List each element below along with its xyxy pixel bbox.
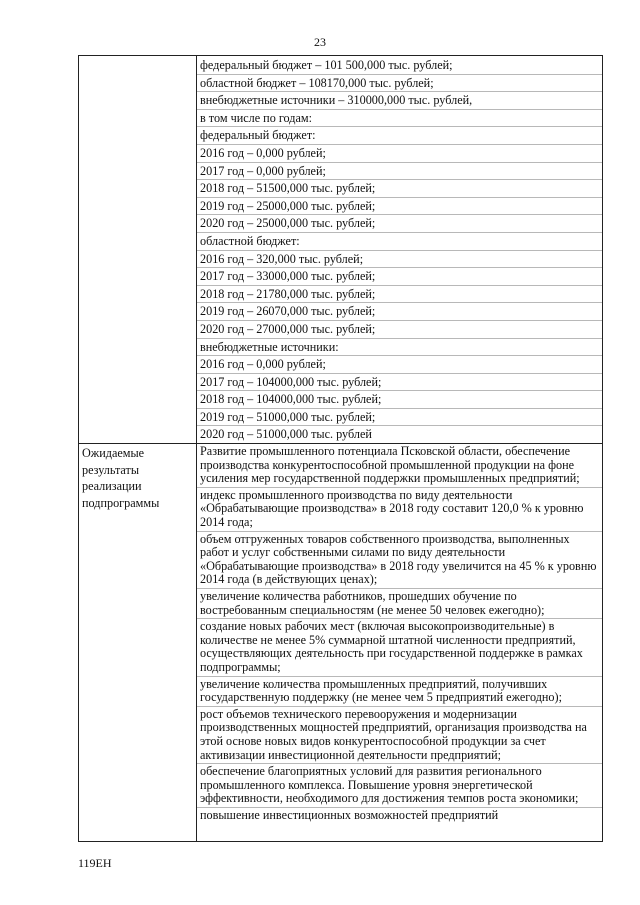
finance-line: федеральный бюджет – 101 500,000 тыс. рублей; <box>200 58 453 72</box>
finance-line: 2020 год – 27000,000 тыс. рублей; <box>197 320 602 338</box>
finance-line: 2018 год – 21780,000 тыс. рублей; <box>197 285 602 303</box>
finance-line: 2016 год – 0,000 рублей; <box>197 144 602 162</box>
finance-volume-cell <box>197 56 603 444</box>
finance-row <box>79 56 603 444</box>
results-cell <box>197 444 603 842</box>
finance-line: областной бюджет: <box>197 232 602 250</box>
finance-line: внебюджетные источники: <box>197 338 602 356</box>
results-item: повышение инвестиционных возможностей предприятий <box>197 807 602 824</box>
finance-line: областной бюджет – 108170,000 тыс. рублей; <box>197 74 602 92</box>
finance-line: 2016 год – 0,000 рублей; <box>197 355 602 373</box>
results-label: Ожидаемые результаты реализации подпрограммы <box>79 444 197 842</box>
finance-line: 2018 год – 104000,000 тыс. рублей; <box>197 390 602 408</box>
finance-line: 2019 год – 26070,000 тыс. рублей; <box>197 302 602 320</box>
finance-line: 2019 год – 51000,000 тыс. рублей; <box>197 408 602 426</box>
document-footer-code: 119ЕН <box>78 856 112 870</box>
finance-line: 2020 год – 51000,000 тыс. рублей <box>197 425 602 443</box>
results-item: увеличение количества работников, прошедших обучение по востребованным специальностям (не менее 50 человек ежегодно); <box>197 588 602 618</box>
finance-line: 2018 год – 51500,000 тыс. рублей; <box>197 179 602 197</box>
results-item: Развитие промышленного потенциала Псковской области, обеспечение производства конкурентоспособной промышленной продукции на фоне усиления мер государственной поддержки промышленных предприятий; <box>200 444 580 486</box>
finance-line: внебюджетные источники – 310000,000 тыс. рублей, <box>197 91 602 109</box>
results-item: обеспечение благоприятных условий для развития регионального промышленного комплекса. Повышение уровня энергетической эффективности, необходимого для достижения темпов роста экономики; <box>197 763 602 807</box>
finance-label-cell <box>79 56 197 444</box>
results-row <box>79 444 603 842</box>
results-item: индекс промышленного производства по виду деятельности «Обрабатывающие производства» в 2018 году составит 120,0 % к уровню 2014 года; <box>197 487 602 531</box>
finance-line: 2017 год – 0,000 рублей; <box>197 162 602 180</box>
finance-line: 2019 год – 25000,000 тыс. рублей; <box>197 197 602 215</box>
finance-line: 2017 год – 104000,000 тыс. рублей; <box>197 373 602 391</box>
results-item: увеличение количества промышленных предприятий, получивших государственную поддержку (не менее чем 5 предприятий ежегодно); <box>197 676 602 706</box>
results-item: создание новых рабочих мест (включая высокопроизводительные) в количестве не менее 5% суммарной штатной численности предприятий, осуществляющих деятельность при государственной поддержке в рамках подпрограммы; <box>197 618 602 675</box>
results-item: рост объемов технического перевооружения и модернизации производственных мощностей предприятий, организация производства на этой основе новых видов конкурентоспособной продукции за счет активизации инвестиционной деятельности предприятий; <box>197 706 602 763</box>
subprogram-passport-table <box>78 55 603 842</box>
finance-line: 2016 год – 320,000 тыс. рублей; <box>197 250 602 268</box>
finance-line: 2017 год – 33000,000 тыс. рублей; <box>197 267 602 285</box>
finance-line: 2020 год – 25000,000 тыс. рублей; <box>197 214 602 232</box>
finance-line: в том числе по годам: <box>197 109 602 127</box>
page-number: 23 <box>314 35 326 49</box>
results-item: объем отгруженных товаров собственного производства, выполненных работ и услуг собственными силами по виду деятельности «Обрабатывающие производства» в 2018 году увеличится на 45 % к уровню 2014 года (в действующих ценах); <box>197 531 602 588</box>
finance-line: федеральный бюджет: <box>197 126 602 144</box>
